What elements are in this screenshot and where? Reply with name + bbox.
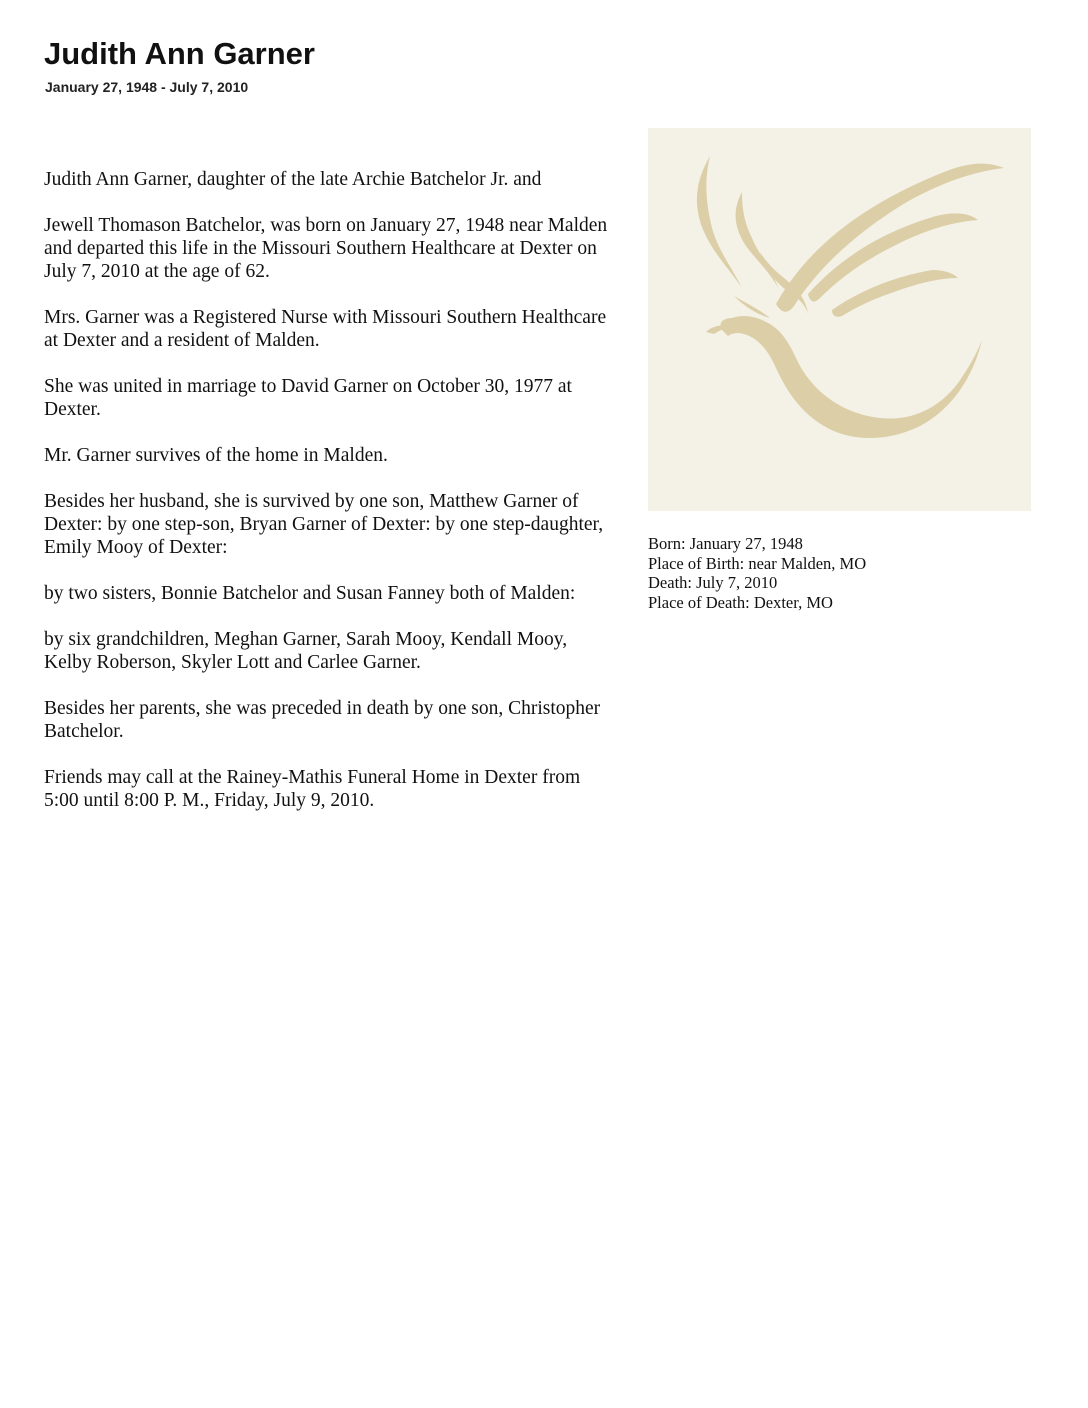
- obituary-paragraph: by six grandchildren, Meghan Garner, Sarah Mooy, Kendall Mooy, Kelby Roberson, Skyler Lott and Carlee Garner.: [44, 629, 568, 673]
- obituary-paragraph: Jewell Thomason Batchelor, was born on January 27, 1948 near Malden and departed this life in the Missouri Southern Healthcare at Dexter on July 7, 2010 at the age of 62.: [44, 215, 608, 282]
- obituary-paragraph: Besides her husband, she is survived by one son, Matthew Garner of Dexter: by one step-son, Bryan Garner of Dexter: by one step-daughter, Emily Mooy of Dexter:: [44, 491, 604, 558]
- life-dates: January 27, 1948 - July 7, 2010: [45, 79, 249, 95]
- obituary-paragraph: She was united in marriage to David Garner on October 30, 1977 at Dexter.: [44, 376, 572, 420]
- obituary-paragraph: Besides her parents, she was preceded in death by one son, Christopher Batchelor.: [44, 698, 601, 742]
- obituary-paragraph: Friends may call at the Rainey-Mathis Funeral Home in Dexter from 5:00 until 8:00 P. M., Friday, July 9, 2010.: [44, 767, 581, 811]
- fact-place-of-death: Place of Death: Dexter, MO: [648, 592, 833, 612]
- obituary-paragraph: Mrs. Garner was a Registered Nurse with Missouri Southern Healthcare at Dexter and a resident of Malden.: [44, 307, 607, 351]
- obituary-paragraph: Mr. Garner survives of the home in Malden.: [44, 445, 388, 466]
- fact-death: Death: July 7, 2010: [648, 573, 778, 592]
- fact-place-of-birth: Place of Birth: near Malden, MO: [648, 553, 867, 573]
- vital-facts: [648, 534, 1048, 612]
- obituary-paragraph: by two sisters, Bonnie Batchelor and Susan Fanney both of Malden:: [44, 583, 576, 604]
- fact-born: Born: January 27, 1948: [648, 534, 803, 553]
- obituary-text: [44, 168, 619, 835]
- dove-image: [648, 128, 1031, 511]
- dove-icon: [648, 128, 1031, 511]
- obituary-paragraph: Judith Ann Garner, daughter of the late Archie Batchelor Jr. and: [44, 169, 542, 190]
- page-title: Judith Ann Garner: [44, 36, 315, 71]
